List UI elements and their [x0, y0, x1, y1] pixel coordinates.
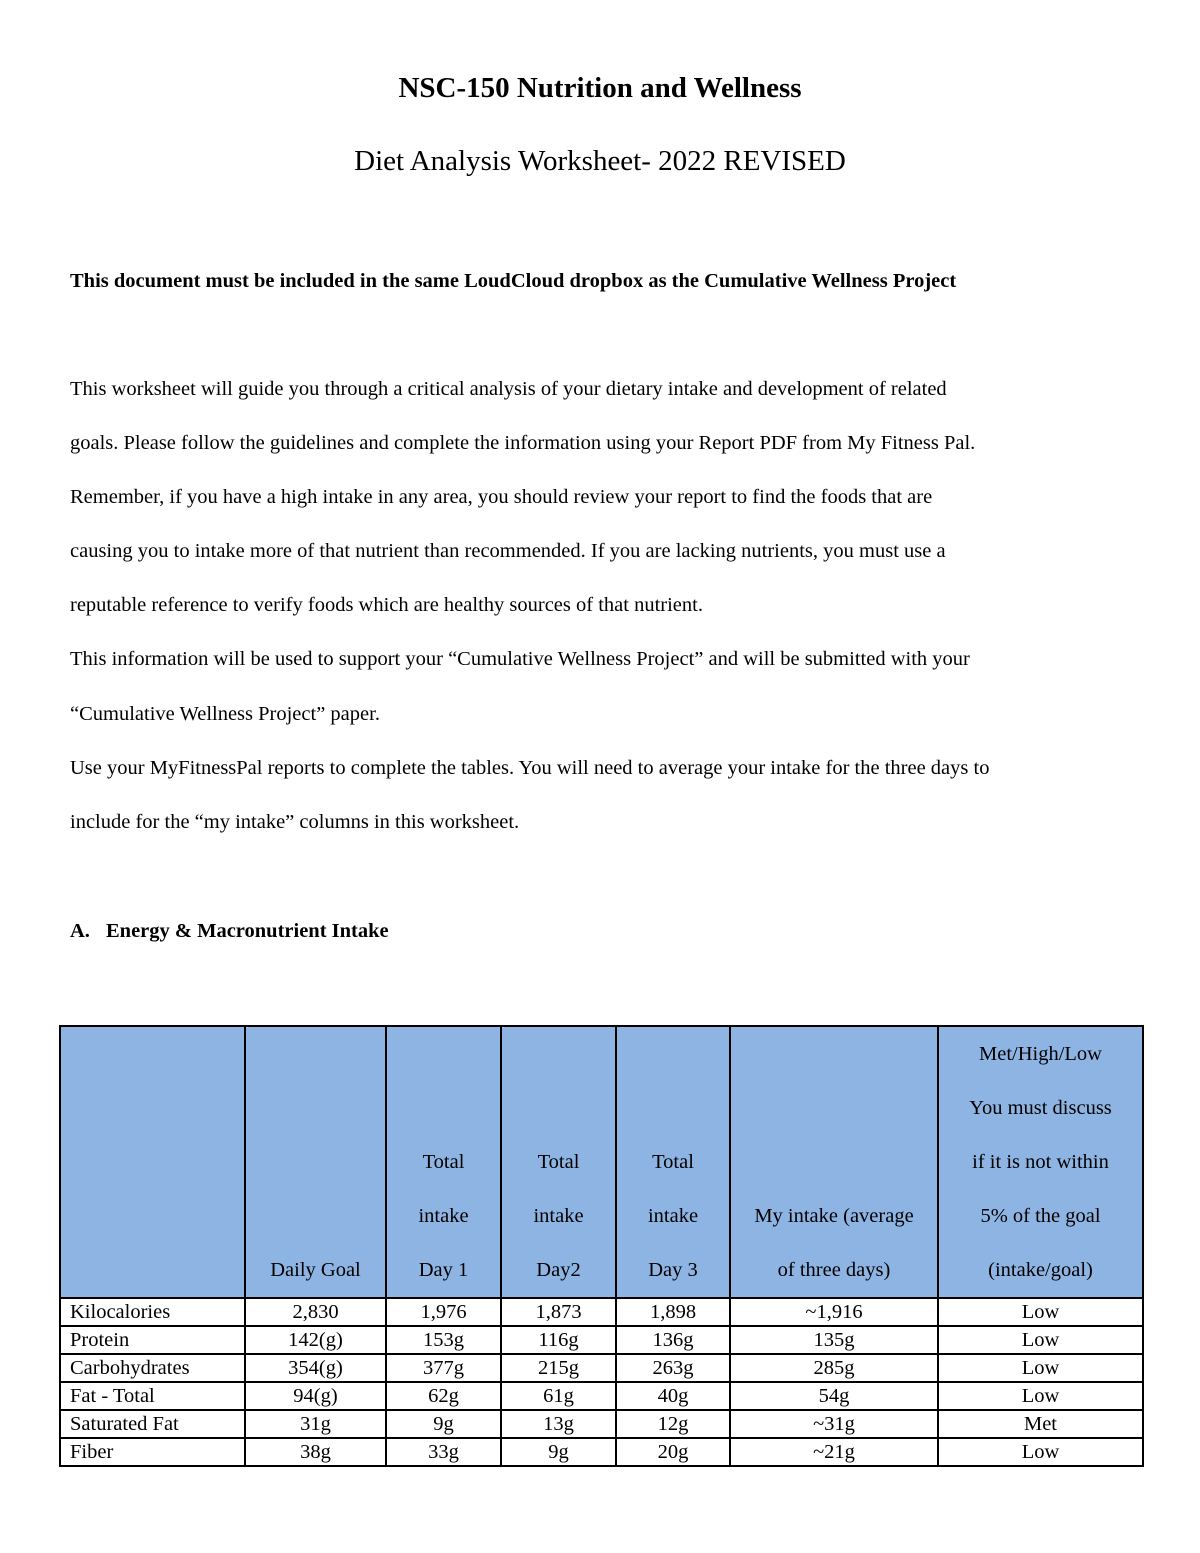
status-cell: Low [938, 1354, 1143, 1382]
intro-line: “Cumulative Wellness Project” paper. [70, 703, 380, 725]
nutrient-cell: Saturated Fat [60, 1410, 245, 1438]
header-average [730, 1026, 938, 1298]
header-line: Total [652, 1151, 694, 1173]
header-line: You must discuss [969, 1097, 1112, 1119]
day1-cell: 377g [386, 1354, 501, 1382]
day2-cell: 116g [501, 1326, 616, 1354]
status-cell: Low [938, 1326, 1143, 1354]
average-cell: ~21g [730, 1438, 938, 1466]
nutrient-cell: Carbohydrates [60, 1354, 245, 1382]
average-cell: 135g [730, 1326, 938, 1354]
header-line: Day2 [536, 1259, 581, 1281]
day3-cell: 263g [616, 1354, 730, 1382]
header-line: (intake/goal) [988, 1259, 1093, 1281]
header-line: intake [418, 1205, 469, 1227]
table-row [60, 1298, 1143, 1326]
average-cell: 285g [730, 1354, 938, 1382]
goal-cell: 2,830 [245, 1298, 386, 1326]
header-line: Day 1 [418, 1259, 469, 1281]
header-line: Met/High/Low [979, 1043, 1102, 1065]
intro-line: Remember, if you have a high intake in any area, you should review your report to find the foods that are [70, 486, 933, 508]
intro-line: reputable reference to verify foods which are healthy sources of that nutrient. [70, 594, 703, 616]
intro-line: include for the “my intake” columns in this worksheet. [70, 811, 520, 833]
dropbox-notice: This document must be included in the same LoudCloud dropbox as the Cumulative Wellness Project [70, 270, 957, 292]
intro-line: goals. Please follow the guidelines and complete the information using your Report PDF from My Fitness Pal. [70, 432, 976, 454]
intro-line: This worksheet will guide you through a critical analysis of your dietary intake and development of related [70, 378, 947, 400]
status-cell: Low [938, 1298, 1143, 1326]
document-title: NSC-150 Nutrition and Wellness [398, 72, 802, 104]
day1-cell: 62g [386, 1382, 501, 1410]
nutrient-cell: Protein [60, 1326, 245, 1354]
header-daily-goal [245, 1026, 386, 1298]
header-line: Day 3 [648, 1259, 698, 1281]
status-cell: Low [938, 1382, 1143, 1410]
goal-cell: 354(g) [245, 1354, 386, 1382]
day1-cell: 9g [386, 1410, 501, 1438]
table-row [60, 1382, 1143, 1410]
intro-line: causing you to intake more of that nutrient than recommended. If you are lacking nutrients, you must use a [70, 540, 946, 562]
table-row [60, 1410, 1143, 1438]
day3-cell: 40g [616, 1382, 730, 1410]
average-cell: 54g [730, 1382, 938, 1410]
header-line: intake [647, 1205, 699, 1227]
day1-cell: 33g [386, 1438, 501, 1466]
header-line: 5% of the goal [980, 1205, 1101, 1227]
section-a-letter: A. [70, 920, 90, 942]
table-header-row [60, 1026, 1143, 1298]
intro-line: This information will be used to support your “Cumulative Wellness Project” and will be submitted with your [70, 648, 970, 670]
average-cell: ~1,916 [730, 1298, 938, 1326]
goal-cell: 31g [245, 1410, 386, 1438]
nutrient-cell: Fiber [60, 1438, 245, 1466]
section-a-title: Energy & Macronutrient Intake [106, 920, 389, 942]
day3-cell: 1,898 [616, 1298, 730, 1326]
day1-cell: 153g [386, 1326, 501, 1354]
average-cell: ~31g [730, 1410, 938, 1438]
header-line: if it is not within [972, 1151, 1109, 1173]
day2-cell: 1,873 [501, 1298, 616, 1326]
header-day3 [616, 1026, 730, 1298]
status-cell: Low [938, 1438, 1143, 1466]
day3-cell: 12g [616, 1410, 730, 1438]
header-line: intake [533, 1205, 584, 1227]
day2-cell: 61g [501, 1382, 616, 1410]
macronutrient-table [59, 1025, 1144, 1467]
table-row [60, 1326, 1143, 1354]
day2-cell: 9g [501, 1438, 616, 1466]
header-nutrient [60, 1026, 245, 1298]
header-line: Total [537, 1151, 580, 1173]
document-subtitle: Diet Analysis Worksheet- 2022 REVISED [354, 145, 846, 177]
day3-cell: 136g [616, 1326, 730, 1354]
header-line: My intake (average [754, 1205, 914, 1227]
day2-cell: 13g [501, 1410, 616, 1438]
intro-line: Use your MyFitnessPal reports to complete the tables. You will need to average your intake for the three days to [70, 757, 990, 779]
table-row [60, 1354, 1143, 1382]
day2-cell: 215g [501, 1354, 616, 1382]
day1-cell: 1,976 [386, 1298, 501, 1326]
header-day2 [501, 1026, 616, 1298]
header-line: Total [422, 1151, 465, 1173]
header-status [938, 1026, 1143, 1298]
goal-cell: 142(g) [245, 1326, 386, 1354]
status-cell: Met [938, 1410, 1143, 1438]
header-line: of three days) [777, 1259, 891, 1281]
table-row [60, 1438, 1143, 1466]
nutrient-cell: Fat - Total [60, 1382, 245, 1410]
header-day1 [386, 1026, 501, 1298]
goal-cell: 38g [245, 1438, 386, 1466]
section-a-heading [70, 920, 389, 943]
nutrient-cell: Kilocalories [60, 1298, 245, 1326]
goal-cell: 94(g) [245, 1382, 386, 1410]
header-line: Daily Goal [270, 1259, 361, 1281]
day3-cell: 20g [616, 1438, 730, 1466]
